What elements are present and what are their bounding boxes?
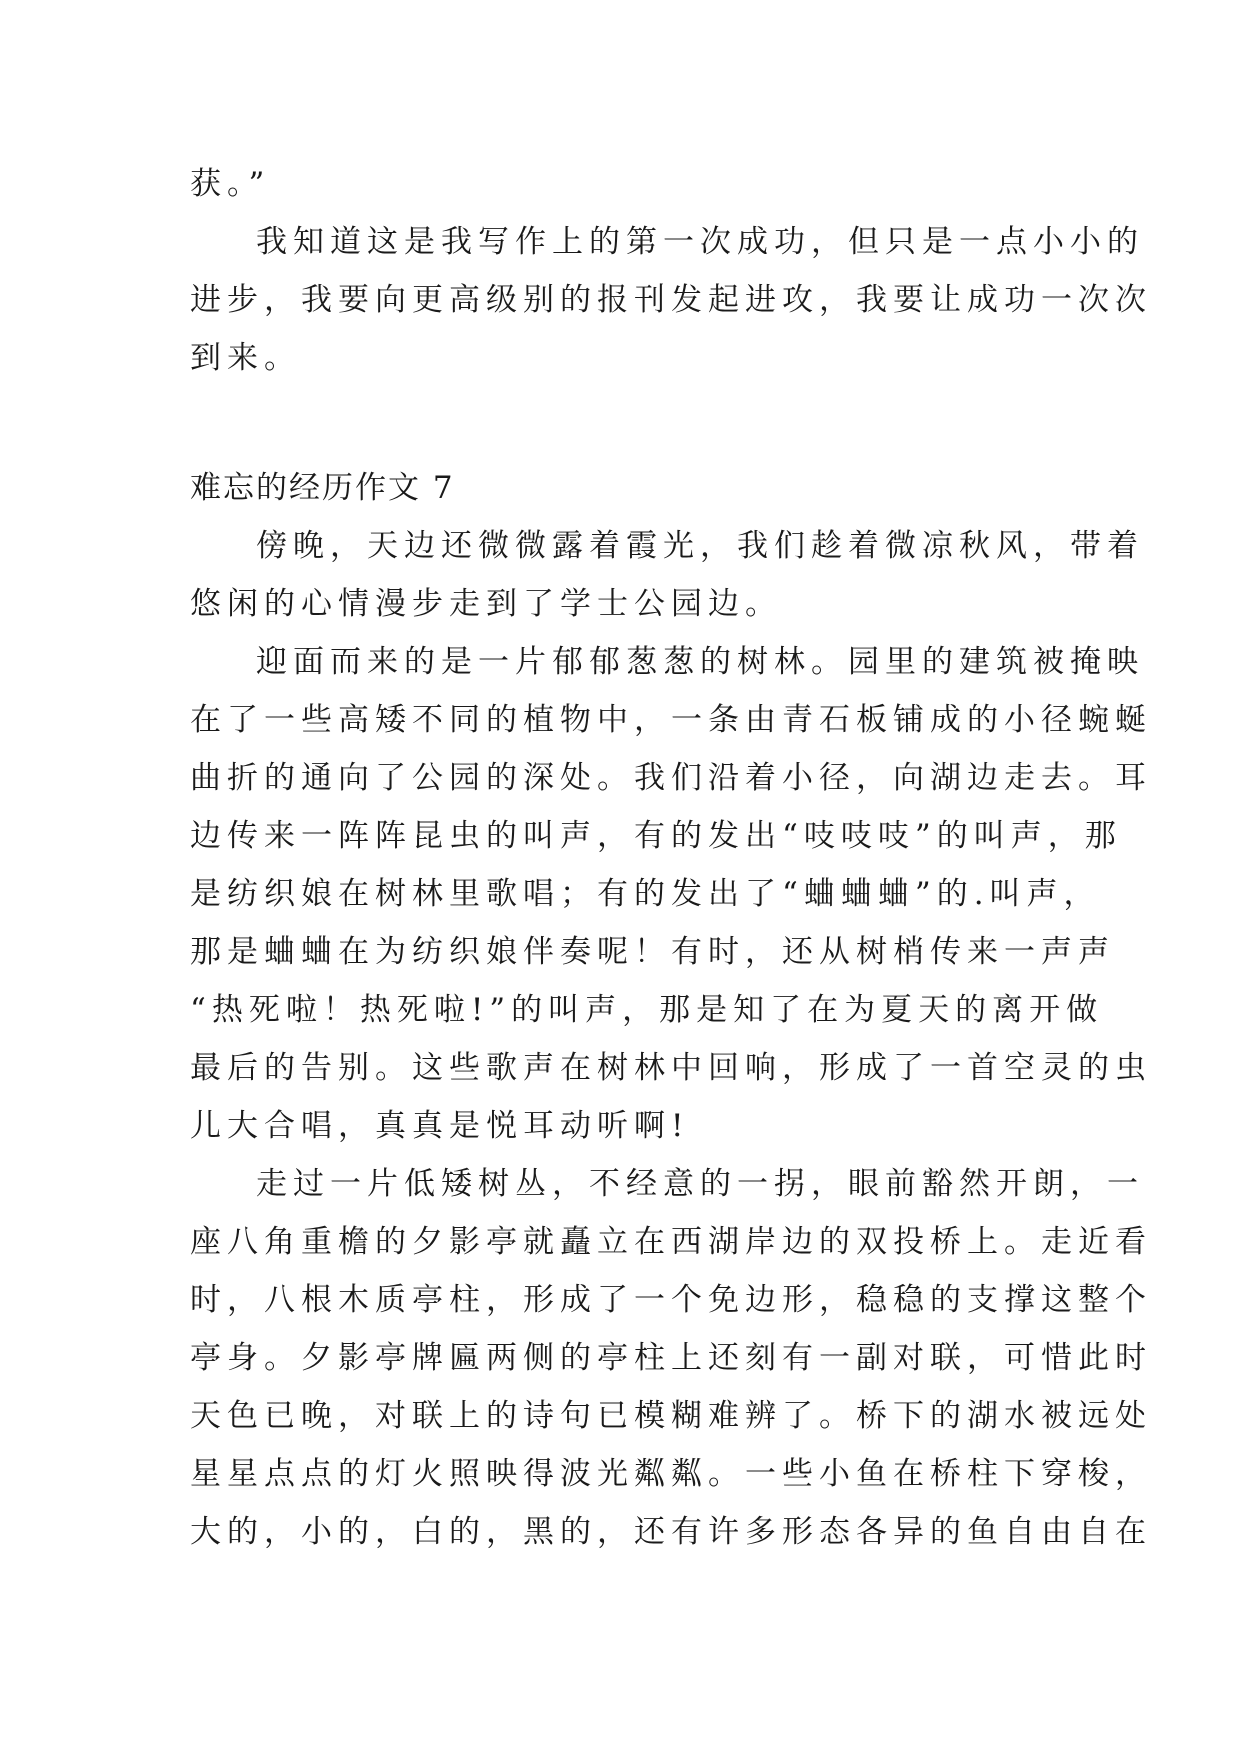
text-line: 座八角重檐的夕影亭就矗立在西湖岸边的双投桥上。走近看 bbox=[190, 1224, 1152, 1260]
text-line: 时，八根木质亭柱，形成了一个免边形，稳稳的支撑这整个 bbox=[190, 1282, 1152, 1318]
heading-text: 难忘的经历作文 7 bbox=[190, 470, 455, 506]
paragraph-1 bbox=[190, 155, 1060, 213]
section-gap bbox=[190, 387, 1060, 459]
paragraph-3 bbox=[190, 517, 1144, 633]
text-line: 亭身。夕影亭牌匾两侧的亭柱上还刻有一副对联，可惜此时 bbox=[190, 1340, 1152, 1376]
text-line: 走过一片低矮树丛，不经意的一拐，眼前豁然开朗，一 bbox=[256, 1166, 1144, 1202]
text-line: “热死啦！热死啦!”的叫声，那是知了在为夏天的离开做 bbox=[190, 992, 1104, 1028]
text-line: 在了一些高矮不同的植物中，一条由青石板铺成的小径蜿蜒 bbox=[190, 702, 1152, 738]
section-heading bbox=[190, 459, 1060, 517]
text-line: 获。” bbox=[190, 166, 271, 202]
text-line: 儿大合唱，真真是悦耳动听啊! bbox=[190, 1108, 690, 1144]
text-line: 曲折的通向了公园的深处。我们沿着小径，向湖边走去。耳 bbox=[190, 760, 1152, 796]
text-line: 那是蛐蛐在为纺织娘伴奏呢！有时，还从树梢传来一声声 bbox=[190, 934, 1115, 970]
text-line: 天色已晚，对联上的诗句已模糊难辨了。桥下的湖水被远处 bbox=[190, 1398, 1152, 1434]
paragraph-4 bbox=[190, 633, 1152, 1155]
text-line: 悠闲的心情漫步走到了学士公园边。 bbox=[190, 586, 782, 622]
text-line: 边传来一阵阵昆虫的叫声，有的发出“吱吱吱”的叫声，那 bbox=[190, 818, 1122, 854]
text-line: 大的，小的，白的，黑的，还有许多形态各异的鱼自由自在 bbox=[190, 1514, 1152, 1550]
text-line: 最后的告别。这些歌声在树林中回响，形成了一首空灵的虫 bbox=[190, 1050, 1152, 1086]
text-line: 我知道这是我写作上的第一次成功，但只是一点小小的 bbox=[256, 224, 1144, 260]
paragraph-5 bbox=[190, 1155, 1152, 1561]
text-line: 迎面而来的是一片郁郁葱葱的树林。园里的建筑被掩映 bbox=[256, 644, 1144, 680]
paragraph-2 bbox=[190, 213, 1152, 387]
text-line: 傍晚，天边还微微露着霞光，我们趁着微凉秋风，带着 bbox=[256, 528, 1144, 564]
document-body bbox=[190, 155, 1152, 1561]
text-line: 星星点点的灯火照映得波光粼粼。一些小鱼在桥柱下穿梭， bbox=[190, 1456, 1152, 1492]
text-line: 是纺织娘在树林里歌唱；有的发出了“蛐蛐蛐”的.叫声， bbox=[190, 876, 1101, 912]
text-line: 进步，我要向更高级别的报刊发起进攻，我要让成功一次次 bbox=[190, 282, 1152, 318]
text-line: 到来。 bbox=[190, 340, 301, 376]
